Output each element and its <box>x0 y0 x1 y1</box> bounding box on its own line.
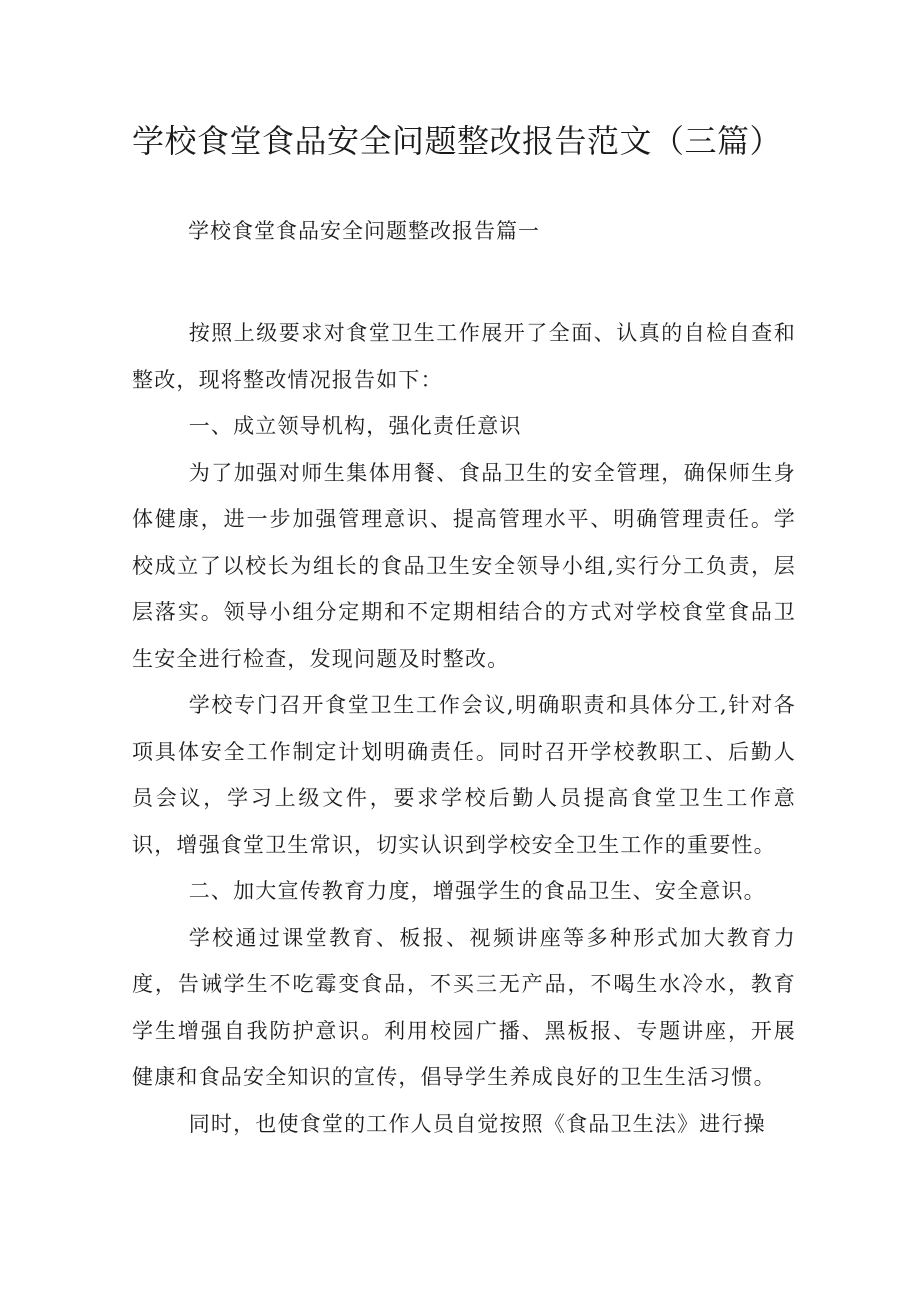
section-heading-2: 二、加大宣传教育力度，增强学生的食品卫生、安全意识。 <box>188 879 766 903</box>
document-title: 学校食堂食品安全问题整改报告范文（三篇） <box>132 122 783 160</box>
section-heading-1: 一、成立领导机构，强化责任意识 <box>188 414 522 438</box>
paragraph-meeting: 学校专门召开食堂卫生工作会议,明确职责和具体分工,针对各项具体安全工作制定计划明确责任。同时召开学校教职工、后勤人员会议，学习上级文件，要求学校后勤人员提高食堂卫生工作意识，增强食堂卫生常识，切实认识到学校安全卫生工作的重要性。 <box>132 693 796 857</box>
paragraph-education: 学校通过课堂教育、板报、视频讲座等多种形式加大教育力度，告诫学生不吃霉变食品，不买三无产品，不喝生水冷水，教育学生增强自我防护意识。利用校园广播、黑板报、专题讲座，开展健康和食品安全知识的宣传，倡导学生养成良好的卫生生活习惯。 <box>132 925 796 1089</box>
paragraph-staff: 同时，也使食堂的工作人员自觉按照《食品卫生法》进行操 <box>188 1111 766 1136</box>
document-body <box>132 310 796 1147</box>
paragraph-intro: 按照上级要求对食堂卫生工作展开了全面、认真的自检自查和整改，现将整改情况报告如下： <box>132 321 796 392</box>
section-subtitle: 学校食堂食品安全问题整改报告篇一 <box>188 219 540 243</box>
paragraph-leadership: 为了加强对师生集体用餐、食品卫生的安全管理，确保师生身体健康，进一步加强管理意识、提高管理水平、明确管理责任。学校成立了以校长为组长的食品卫生安全领导小组,实行分工负责，层层落实。领导小组分定期和不定期相结合的方式对学校食堂食品卫生安全进行检查，发现问题及时整改。 <box>132 460 796 671</box>
